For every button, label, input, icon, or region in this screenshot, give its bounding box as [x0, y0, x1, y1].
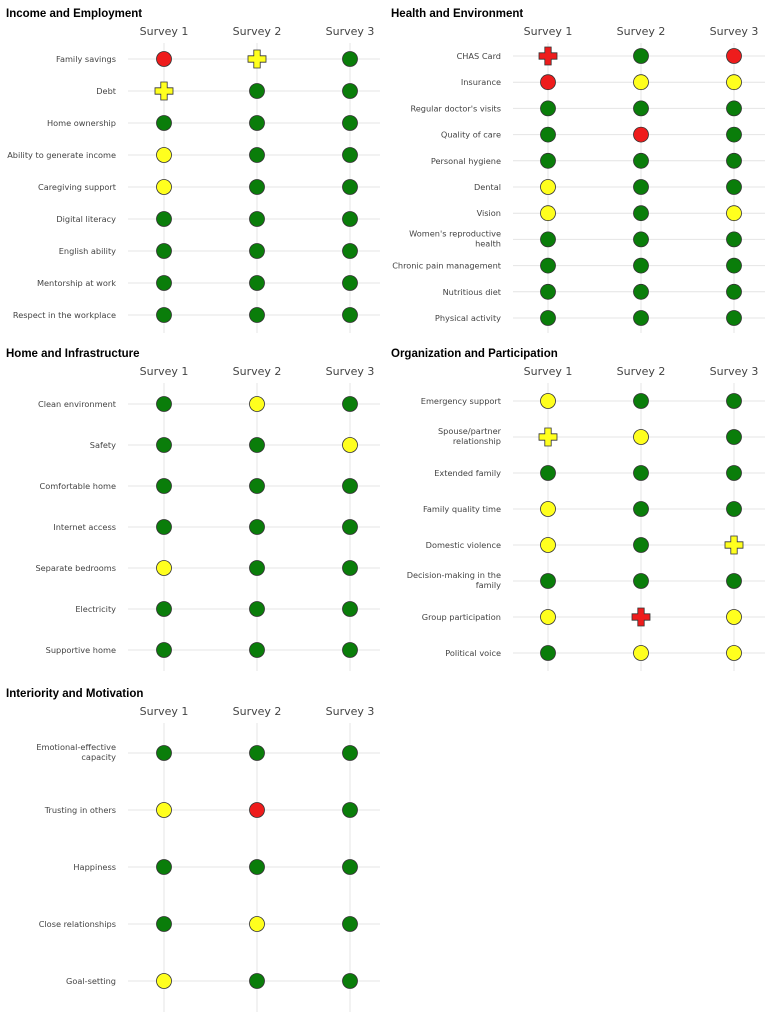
marker-green-circle	[343, 643, 358, 658]
marker-yellow-circle	[727, 610, 742, 625]
marker-green-circle	[343, 397, 358, 412]
row-label: Vision	[476, 208, 501, 219]
panel-home-and-infrastructure	[6, 348, 386, 675]
marker-green-circle	[727, 284, 742, 299]
marker-green-circle	[727, 466, 742, 481]
column-header: Survey 3	[709, 365, 759, 378]
row-label: Decision-making in the family	[406, 570, 501, 590]
marker-green-circle	[634, 258, 649, 273]
marker-green-circle	[250, 276, 265, 291]
row-label: Emotional-effective capacity	[36, 742, 116, 762]
marker-green-circle	[343, 116, 358, 131]
column-header: Survey 3	[325, 365, 375, 378]
column-header: Survey 2	[232, 365, 282, 378]
row-label: Happiness	[73, 862, 116, 872]
marker-green-circle	[157, 643, 172, 658]
marker-green-circle	[250, 438, 265, 453]
marker-green-circle	[157, 917, 172, 932]
marker-red-cross	[632, 608, 650, 626]
marker-yellow-circle	[157, 803, 172, 818]
row-label: Home ownership	[46, 118, 116, 128]
marker-green-circle	[157, 520, 172, 535]
marker-green-circle	[250, 860, 265, 875]
marker-green-circle	[727, 394, 742, 409]
row-label: Dental	[473, 182, 501, 192]
row-label: Ability to generate income	[7, 150, 116, 160]
dot-matrix-plot	[391, 8, 771, 337]
column-header: Survey 2	[616, 25, 666, 38]
marker-green-circle	[157, 276, 172, 291]
marker-yellow-circle	[157, 148, 172, 163]
marker-green-circle	[634, 49, 649, 64]
marker-green-circle	[250, 520, 265, 535]
marker-green-circle	[343, 917, 358, 932]
marker-yellow-circle	[634, 646, 649, 661]
row-label: Spouse/partner relationship	[437, 426, 501, 446]
marker-green-circle	[343, 308, 358, 323]
marker-yellow-circle	[634, 75, 649, 90]
panel-organization-and-participation	[391, 348, 771, 675]
marker-red-circle	[157, 52, 172, 67]
marker-green-circle	[157, 308, 172, 323]
marker-green-circle	[634, 153, 649, 168]
panel-title: Income and Employment	[6, 8, 143, 20]
row-label: Goal-setting	[66, 976, 116, 986]
marker-green-circle	[541, 574, 556, 589]
row-label: Comfortable home	[39, 481, 116, 491]
marker-red-circle	[250, 803, 265, 818]
dot-matrix-plot	[6, 8, 386, 337]
marker-green-circle	[634, 101, 649, 116]
marker-green-circle	[343, 602, 358, 617]
marker-green-circle	[250, 974, 265, 989]
marker-green-circle	[541, 311, 556, 326]
marker-yellow-circle	[541, 180, 556, 195]
marker-yellow-circle	[250, 917, 265, 932]
row-label: Political voice	[445, 648, 501, 658]
marker-green-circle	[343, 84, 358, 99]
row-label: Trusting in others	[44, 805, 116, 815]
marker-green-circle	[541, 153, 556, 168]
marker-red-cross	[539, 47, 557, 65]
marker-green-circle	[727, 232, 742, 247]
marker-yellow-cross	[539, 428, 557, 446]
marker-green-circle	[541, 258, 556, 273]
panel-title: Organization and Participation	[391, 348, 558, 360]
marker-green-circle	[343, 212, 358, 227]
marker-green-circle	[343, 180, 358, 195]
panel-title: Health and Environment	[391, 8, 524, 20]
marker-green-circle	[727, 127, 742, 142]
marker-green-circle	[541, 284, 556, 299]
row-label: Supportive home	[45, 645, 116, 655]
row-label: Mentorship at work	[36, 278, 116, 288]
row-label: Physical activity	[434, 313, 501, 323]
row-label: CHAS Card	[456, 51, 501, 61]
marker-yellow-circle	[541, 610, 556, 625]
row-label: Women's reproductive health	[409, 228, 501, 249]
row-label: Separate bedrooms	[35, 563, 116, 573]
marker-green-circle	[727, 502, 742, 517]
marker-green-circle	[541, 101, 556, 116]
row-label: English ability	[58, 246, 116, 256]
marker-green-circle	[157, 438, 172, 453]
column-header: Survey 1	[139, 365, 189, 378]
marker-green-circle	[541, 466, 556, 481]
row-label: Domestic violence	[425, 540, 501, 550]
marker-green-circle	[157, 212, 172, 227]
marker-green-circle	[343, 803, 358, 818]
marker-green-circle	[634, 538, 649, 553]
marker-green-circle	[343, 746, 358, 761]
marker-green-circle	[727, 258, 742, 273]
marker-green-circle	[634, 574, 649, 589]
marker-green-circle	[343, 974, 358, 989]
marker-green-circle	[250, 84, 265, 99]
marker-yellow-circle	[541, 538, 556, 553]
row-label: Emergency support	[420, 396, 501, 406]
row-label: Extended family	[434, 468, 501, 478]
panel-interiority-and-motivation	[6, 688, 386, 1016]
marker-green-circle	[250, 308, 265, 323]
marker-green-circle	[634, 394, 649, 409]
marker-yellow-circle	[250, 397, 265, 412]
marker-green-circle	[727, 153, 742, 168]
marker-green-circle	[541, 127, 556, 142]
row-label: Nutritious diet	[442, 286, 501, 297]
marker-green-circle	[343, 52, 358, 67]
row-label: Chronic pain management	[392, 260, 501, 271]
marker-green-circle	[541, 232, 556, 247]
row-label: Digital literacy	[56, 214, 116, 224]
dot-matrix-plot	[391, 348, 771, 675]
row-label: Personal hygiene	[430, 155, 501, 166]
marker-green-circle	[157, 397, 172, 412]
marker-green-circle	[343, 860, 358, 875]
marker-green-circle	[343, 276, 358, 291]
marker-green-circle	[250, 602, 265, 617]
column-header: Survey 2	[232, 25, 282, 38]
marker-green-circle	[343, 561, 358, 576]
row-label: Insurance	[460, 77, 501, 88]
row-label: Debt	[96, 86, 116, 96]
marker-green-circle	[727, 311, 742, 326]
marker-green-circle	[157, 244, 172, 259]
marker-green-circle	[250, 561, 265, 576]
column-header: Survey 1	[139, 25, 189, 38]
marker-green-circle	[727, 180, 742, 195]
column-header: Survey 3	[325, 705, 375, 718]
marker-green-circle	[250, 479, 265, 494]
marker-green-circle	[634, 311, 649, 326]
row-label: Safety	[89, 440, 116, 450]
marker-green-circle	[157, 602, 172, 617]
marker-green-circle	[250, 643, 265, 658]
row-label: Caregiving support	[38, 182, 116, 192]
panel-health-and-environment	[391, 8, 771, 337]
marker-green-circle	[634, 206, 649, 221]
marker-yellow-circle	[727, 75, 742, 90]
column-header: Survey 3	[325, 25, 375, 38]
column-header: Survey 2	[232, 705, 282, 718]
column-header: Survey 2	[616, 365, 666, 378]
marker-yellow-circle	[727, 646, 742, 661]
marker-green-circle	[727, 101, 742, 116]
marker-green-circle	[157, 116, 172, 131]
marker-red-circle	[634, 127, 649, 142]
marker-green-circle	[634, 502, 649, 517]
marker-green-circle	[250, 746, 265, 761]
marker-yellow-cross	[248, 50, 266, 68]
marker-green-circle	[250, 180, 265, 195]
marker-yellow-circle	[727, 206, 742, 221]
row-label: Close relationships	[38, 919, 116, 929]
panel-title: Interiority and Motivation	[6, 688, 144, 700]
marker-yellow-circle	[343, 438, 358, 453]
column-header: Survey 3	[709, 25, 759, 38]
marker-yellow-circle	[157, 561, 172, 576]
row-label: Family savings	[55, 54, 116, 64]
marker-yellow-circle	[541, 394, 556, 409]
column-header: Survey 1	[523, 365, 573, 378]
panel-income-and-employment	[6, 8, 386, 337]
marker-green-circle	[727, 574, 742, 589]
marker-green-circle	[634, 232, 649, 247]
marker-yellow-circle	[157, 974, 172, 989]
row-label: Respect in the workplace	[12, 310, 116, 320]
marker-green-circle	[250, 116, 265, 131]
marker-yellow-circle	[634, 430, 649, 445]
row-label: Regular doctor's visits	[410, 103, 501, 114]
marker-green-circle	[250, 244, 265, 259]
marker-green-circle	[343, 520, 358, 535]
marker-green-circle	[634, 180, 649, 195]
marker-green-circle	[727, 430, 742, 445]
marker-yellow-circle	[541, 206, 556, 221]
dot-matrix-plot	[6, 688, 386, 1016]
marker-green-circle	[157, 860, 172, 875]
row-label: Family quality time	[422, 504, 501, 514]
column-header: Survey 1	[523, 25, 573, 38]
marker-green-circle	[250, 212, 265, 227]
dot-matrix-plot	[6, 348, 386, 675]
marker-green-circle	[157, 479, 172, 494]
marker-green-circle	[250, 148, 265, 163]
marker-green-circle	[541, 646, 556, 661]
marker-green-circle	[343, 479, 358, 494]
marker-green-circle	[634, 284, 649, 299]
marker-red-circle	[541, 75, 556, 90]
row-label: Internet access	[53, 522, 116, 532]
marker-green-circle	[343, 148, 358, 163]
row-label: Electricity	[75, 604, 116, 614]
row-label: Quality of care	[440, 129, 501, 140]
marker-yellow-cross	[155, 82, 173, 100]
marker-yellow-circle	[157, 180, 172, 195]
marker-yellow-circle	[541, 502, 556, 517]
marker-green-circle	[343, 244, 358, 259]
row-label: Clean environment	[38, 399, 116, 409]
marker-yellow-cross	[725, 536, 743, 554]
row-label: Group participation	[421, 612, 501, 622]
marker-green-circle	[157, 746, 172, 761]
marker-red-circle	[727, 49, 742, 64]
column-header: Survey 1	[139, 705, 189, 718]
panel-title: Home and Infrastructure	[6, 348, 140, 360]
marker-green-circle	[634, 466, 649, 481]
